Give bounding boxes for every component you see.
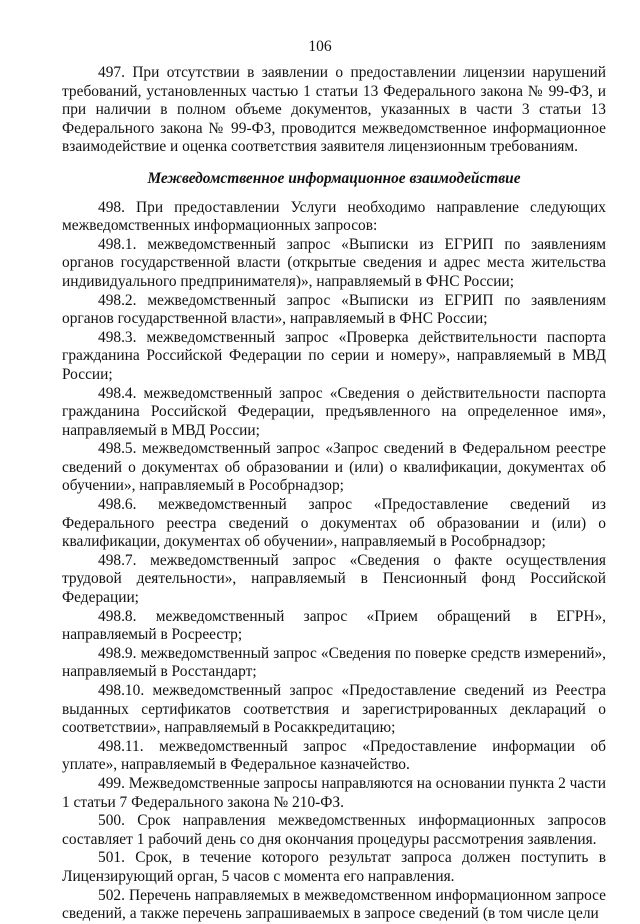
paragraph-498-4: 498.4. межведомственный запрос «Сведения о действительности паспорта гражданина Российской Федерации, предъявленного на определенное имя», направляемый в МВД России; — [62, 384, 606, 439]
paragraph-498-8: 498.8. межведомственный запрос «Прием обращений в ЕГРН», направляемый в Росреестр; — [62, 607, 606, 644]
page-number: 106 — [308, 38, 332, 55]
paragraph-498-7: 498.7. межведомственный запрос «Сведения о факте осуществления трудовой деятельности», направляемый в Пенсионный фонд Российской Федерации; — [62, 551, 606, 607]
paragraph-498-9: 498.9. межведомственный запрос «Сведения по поверке средств измерений», направляемый в Росстандарт; — [62, 644, 606, 681]
paragraph-497: 497. При отсутствии в заявлении о предоставлении лицензии нарушений требований, установленных частью 1 статьи 13 Федерального закона № 99-ФЗ, и при наличии в полном объеме документов, указанных в части 3 статьи 13 Федерального закона № 99-ФЗ, проводится межведомственное информационное взаимодействие и оценка соответствия заявителя лицензионным требованиям. — [62, 64, 606, 156]
paragraph-501: 501. Срок, в течение которого результат запроса должен поступить в Лицензирующий орган, 5 часов с момента его направления. — [62, 849, 606, 885]
paragraph-498-10: 498.10. межведомственный запрос «Предоставление сведений из Реестра выданных сертификатов соответствия и зарегистрированных деклараций о соответствии», направляемый в Росаккредитацию; — [62, 682, 606, 737]
paragraph-499: 499. Межведомственные запросы направляются на основании пункта 2 части 1 статьи 7 Федерального закона № 210-ФЗ. — [62, 774, 606, 811]
paragraph-498: 498. При предоставлении Услуги необходимо направление следующих межведомственных информационных запросов: — [62, 198, 606, 235]
paragraph-498-5: 498.5. межведомственный запрос «Запрос сведений в Федеральном реестре сведений о документах об образовании и (или) о квалификации, документах об обучении», направляемый в Рособрнадзор; — [62, 440, 606, 495]
paragraph-498-1: 498.1. межведомственный запрос «Выписки из ЕГРИП по заявлениям органов государственной власти (открытые сведения и адрес места жительства индивидуального предпринимателя)», направляемый в ФНС России; — [62, 235, 606, 290]
paragraph-502: 502. Перечень направляемых в межведомственном информационном запросе сведений, а также перечень запрашиваемых в запросе сведений (в том числе цели — [62, 886, 606, 923]
paragraph-498-3: 498.3. межведомственный запрос «Проверка действительности паспорта гражданина Российской Федерации по серии и номеру», направляемый в МВД России; — [62, 328, 606, 383]
paragraph-498-11: 498.11. межведомственный запрос «Предоставление информации об уплате», направляемый в Федеральное казначейство. — [62, 737, 606, 774]
paragraph-500: 500. Срок направления межведомственных информационных запросов составляет 1 рабочий день со дня окончания процедуры рассмотрения заявления. — [62, 812, 606, 848]
paragraph-498-2: 498.2. межведомственный запрос «Выписки из ЕГРИП по заявлениям органов государственной власти», направляемый в ФНС России; — [62, 291, 606, 328]
paragraph-498-6: 498.6. межведомственный запрос «Предоставление сведений из Федерального реестра сведений о документах об образовании и (или) о квалификации, документах об обучении», направляемый в Рособрнадзор; — [62, 496, 606, 551]
section-heading: Межведомственное информационное взаимодействие — [147, 169, 521, 187]
document-body — [62, 64, 606, 924]
